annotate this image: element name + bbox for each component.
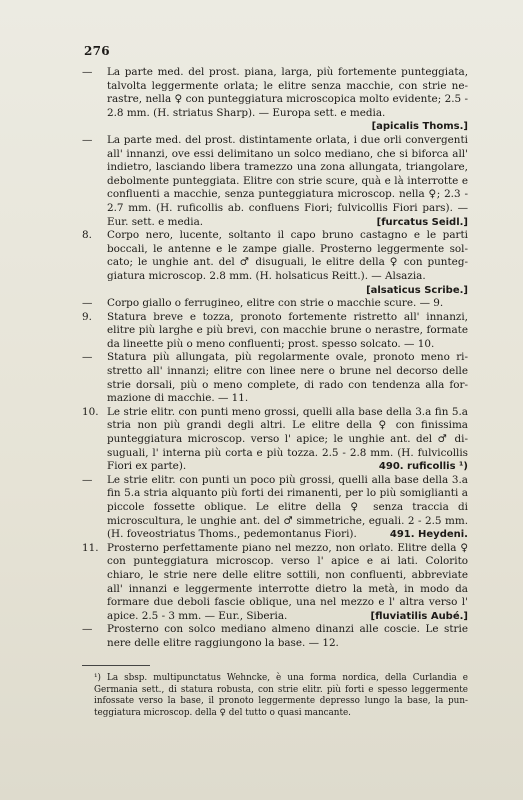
entry-text: Prosterno con solco mediano almeno dinanzi alle coscie. Le strie nere delle elitre raggiungono la base. — 12. <box>107 623 468 649</box>
entry-text: La parte med. del prost. piana, larga, più fortemente punteggiata, talvolta leggermente orlata; le elitre senza macchie, con strie nerastre, nella ♀ con punteggiatura microscopica molto evidente; 2.5 - 2.8 mm. (H. striatus Sharp). — Europa sett. e media. <box>107 66 468 119</box>
entry-text: Statura più allungata, più regolarmente ovale, pronoto meno ristretto all' innanzi; elitre con linee nere o brune nel decorso delle strie dorsali, più o meno complete, di rado con tendenza alla formazione di macchie. — 11. <box>107 351 468 405</box>
key-entry <box>80 406 468 474</box>
entry-text: Corpo giallo o ferrugineo, elitre con strie o macchie scure. — 9. <box>107 297 444 310</box>
species-label: [furcatus Seidl.] <box>376 216 468 228</box>
species-label: [fluviatilis Aubé.] <box>370 610 468 622</box>
entry-marker: — <box>82 66 93 78</box>
entry-marker: 11. <box>82 541 99 554</box>
footnote-text: ¹) La sbsp. multipunctatus Wehncke, è una forma nordica, della Curlandia e Germania sett., di statura robusta, con strie elitr. più forti e spesso leggermente infossate verso la base, il pronoto leggermente depresso lungo la base, la punteggiatura microscop. della ♀ del tutto o quasi mancante. <box>94 673 468 718</box>
entry-text: Prosterno perfettamente piano nel mezzo, non orlato. Elitre della ♀ con punteggiatura microscop. verso l' apice e ai lati. Colorito chiaro, le strie nere delle elitre sottili, non confluenti, abbreviate all' innanzi e leggermente interrotte dietro la metà, in modo da formare due deboli fascie oblique, una nel mezzo e l' altra verso l' apice. 2.5 - 3 mm. — Eur., Siberia. <box>107 541 468 622</box>
key-entry <box>80 229 468 297</box>
footnote <box>82 673 468 719</box>
key-entry <box>80 623 468 650</box>
species-label: [alsaticus Scribe.] <box>366 284 468 296</box>
entry-marker: 9. <box>82 310 92 323</box>
species-label: 491. Heydeni. <box>389 529 468 541</box>
entry-text: Le strie elitr. con punti un poco più grossi, quelli alla base della 3.a fin 5.a stria alquanto più forti dei rimanenti, per lo più somiglianti a piccole fossette oblique. Le elitre della ♀ senza traccia di microscultura, le unghie ant. del ♂ simmetriche, eguali. 2 - 2.5 mm. (H. foveostriatus Thoms., pedemontanus Fiori). <box>107 473 468 541</box>
key-entry <box>80 311 468 352</box>
entry-marker: — <box>82 297 93 310</box>
entry-marker: — <box>82 351 93 364</box>
entry-marker: 8. <box>82 229 92 242</box>
key-entries <box>80 66 468 651</box>
key-entry <box>80 542 468 624</box>
entry-marker: — <box>82 473 93 486</box>
footnote-divider <box>82 665 150 666</box>
page-number: 276 <box>84 44 110 58</box>
key-entry <box>80 297 468 311</box>
entry-text: La parte med. del prost. distintamente orlata, i due orli convergenti all' innanzi, ove essi delimitano un solco mediano, che si biforca all' indietro, lasciando libera tramezzo una zona allungata, triangolare, debolmente punteggiata. Elitre con strie scure, quà e là interrotte e confluenti a macchie, senza punteggiatura microscop. nella ♀; 2.3 - 2.7 mm. (H. ruficollis ab. confluens Fiori; fulvicollis Fiori pars). — Eur. sett. e media. <box>107 133 468 228</box>
key-entry <box>80 66 468 134</box>
entry-text: Statura breve e tozza, pronoto fortemente ristretto all' innanzi, elitre più larghe e più brevi, con macchie brune o nerastre, formate da lineette più o meno confluenti; prost. spesso solcato. — 10. <box>107 310 468 350</box>
key-entry <box>80 351 468 405</box>
key-entry <box>80 474 468 542</box>
species-label: 490. ruficollis ¹) <box>378 461 468 473</box>
key-entry <box>80 134 468 229</box>
entry-marker: — <box>82 623 93 636</box>
species-label: [apicalis Thoms.] <box>371 121 468 133</box>
entry-marker: 10. <box>82 405 99 418</box>
entry-marker: — <box>82 133 93 146</box>
entry-text: Corpo nero, lucente, soltanto il capo bruno castagno e le parti boccali, le antenne e le zampe gialle. Prosterno leggermente solcato; le unghie ant. del ♂ disuguali, le elitre della ♀ con punteggiatura microscop. 2.8 mm. (H. holsaticus Reitt.). — Alsazia. <box>107 229 468 282</box>
entry-text: Le strie elitr. con punti meno grossi, quelli alla base della 3.a fin 5.a stria non più grandi degli altri. Le elitre della ♀ con finissima punteggiatura microscop. verso l' apice; le unghie ant. del ♂ disuguali, l' interna più corta e più tozza. 2.5 - 2.8 mm. (H. fulvicollis Fiori ex parte). <box>107 405 468 473</box>
